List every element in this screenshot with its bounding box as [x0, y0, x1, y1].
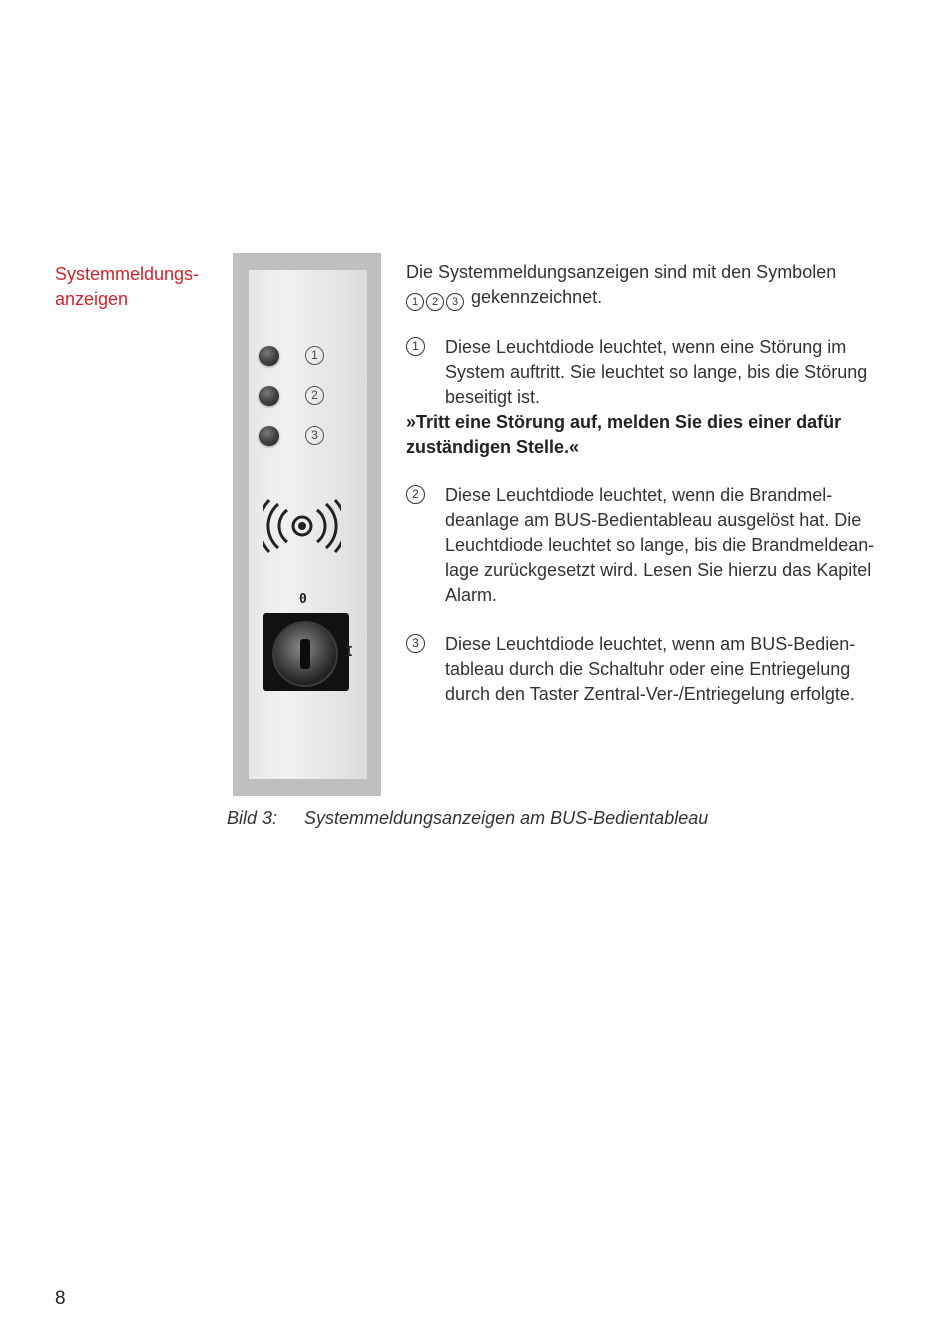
led-1 [259, 346, 279, 366]
section-heading-line-2: anzeigen [55, 289, 129, 309]
item-2-line-2: deanlage am BUS-Bedientableau ausgelöst hat. Die [445, 510, 862, 530]
key-slot [300, 639, 310, 669]
buzzer-icon [263, 498, 341, 554]
led-3 [259, 426, 279, 446]
section-heading-line-1: Systemmeldungs- [55, 264, 200, 284]
item-1-line-3: beseitigt ist. [445, 387, 541, 407]
item-1-warning-line-2: zuständigen Stelle.« [406, 437, 580, 457]
item-1-warning-line-1: »Tritt eine Störung auf, melden Sie dies einer dafür [406, 412, 842, 432]
device-panel [249, 270, 367, 779]
item-1-line-2: System auftritt. Sie leuchtet so lange, bis die Störung [445, 362, 868, 382]
led-label-2: 2 [305, 386, 324, 405]
page-number: 8 [55, 1288, 66, 1309]
item-3-line-3: durch den Taster Zentral-Ver-/Entriegelung erfolgte. [445, 684, 855, 704]
symbol-2: 2 [426, 293, 444, 311]
item-3-line-1: Diese Leuchtdiode leuchtet, wenn am BUS-Bedien- [445, 634, 856, 654]
symbol-3: 3 [446, 293, 464, 311]
item-1-marker: 1 [406, 337, 425, 356]
intro-line-2 [406, 285, 906, 311]
caption-text: Systemmeldungsanzeigen am BUS-Bedientableau [304, 808, 709, 828]
intro-paragraph [406, 260, 906, 311]
switch-position-off-label: 0 [299, 592, 307, 607]
led-label-1: 1 [305, 346, 324, 365]
item-2-marker: 2 [406, 485, 425, 504]
symbol-1: 1 [406, 293, 424, 311]
item-1 [406, 335, 906, 460]
item-3-marker: 3 [406, 634, 425, 653]
led-2 [259, 386, 279, 406]
section-heading [55, 262, 225, 312]
item-3-line-2: tableau durch die Schaltuhr oder eine Entriegelung [445, 659, 851, 679]
key-switch [263, 613, 349, 691]
device-photo [233, 253, 381, 796]
item-2-line-5: Alarm. [445, 585, 498, 605]
item-2-line-3: Leuchtdiode leuchtet so lange, bis die Brandmeldean- [445, 535, 875, 555]
item-1-line-1: Diese Leuchtdiode leuchtet, wenn eine Störung im [445, 337, 847, 357]
switch-position-on-label: I [345, 645, 353, 660]
led-label-3: 3 [305, 426, 324, 445]
item-2-line-4: lage zurückgesetzt wird. Lesen Sie hierzu das Kapitel [445, 560, 872, 580]
intro-suffix: gekennzeichnet. [471, 287, 603, 307]
caption-label: Bild 3: [227, 808, 278, 828]
key-cylinder [272, 621, 338, 687]
item-2 [406, 483, 906, 608]
item-2-line-1: Diese Leuchtdiode leuchtet, wenn die Brandmel- [445, 485, 833, 505]
item-3 [406, 632, 906, 707]
intro-line-1: Die Systemmeldungsanzeigen sind mit den Symbolen [406, 262, 837, 282]
